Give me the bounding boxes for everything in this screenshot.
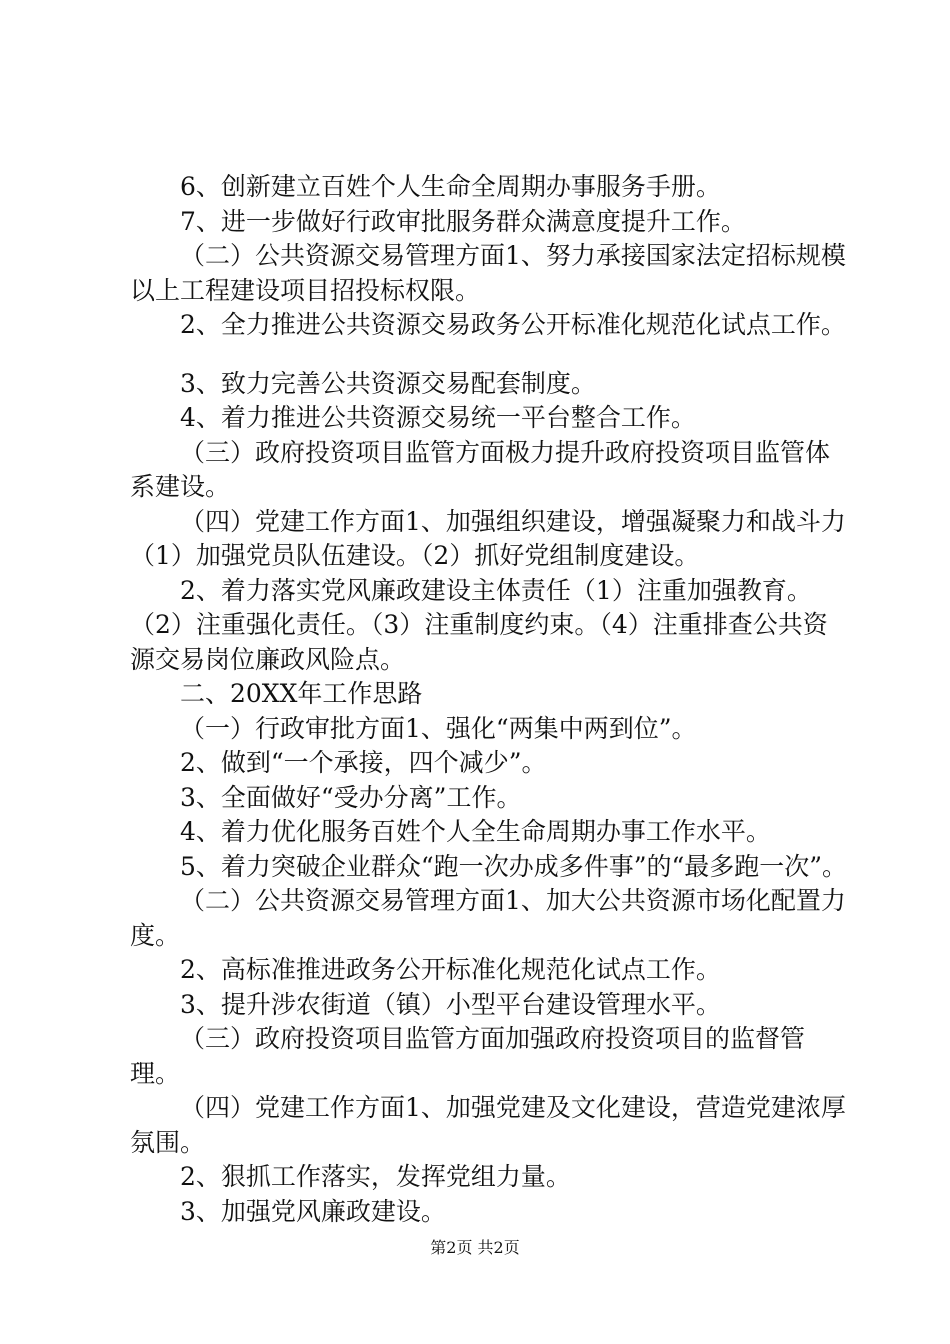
paragraph-18: 3、提升涉农街道（镇）小型平台建设管理水平。 [180, 989, 721, 1019]
paragraph-12: 2、做到“一个承接，四个减少”。 [180, 748, 547, 777]
paragraph-22: 3、加强党风廉政建设。 [180, 1196, 446, 1226]
paragraph-14: 4、着力优化服务百姓个人全生命周期办事工作水平。 [180, 817, 771, 846]
paragraph-13: 3、全面做好“受办分离”工作。 [180, 782, 522, 812]
paragraph-4: 2、全力推进公共资源交易政务公开标准化规范化试点工作。 [180, 310, 846, 339]
paragraph-16: （二）公共资源交易管理方面1、加大公共资源市场化配置力度。 [130, 886, 846, 950]
paragraph-19: （三）政府投资项目监管方面加强政府投资项目的监督管理。 [130, 1024, 806, 1088]
paragraph-15: 5、着力突破企业群众“跑一次办成多件事”的“最多跑一次”。 [180, 851, 848, 881]
paragraph-11: （一）行政审批方面1、强化“两集中两到位”。 [180, 713, 697, 743]
page-footer: 第2页 共2页 [430, 1238, 520, 1257]
paragraph-1: 6、创新建立百姓个人生命全周期办事服务手册。 [180, 172, 721, 201]
section-heading: 二、20XX年工作思路 [180, 679, 423, 708]
paragraph-6: 4、着力推进公共资源交易统一平台整合工作。 [180, 403, 696, 432]
paragraph-7: （三）政府投资项目监管方面极力提升政府投资项目监管体系建设。 [130, 437, 831, 501]
paragraph-17: 2、高标准推进政务公开标准化规范化试点工作。 [180, 955, 721, 984]
paragraph-3: （二）公共资源交易管理方面1、努力承接国家法定招标规模以上工程建设项目招投标权限。 [130, 241, 846, 305]
paragraph-21: 2、狠抓工作落实，发挥党组力量。 [180, 1162, 571, 1191]
paragraph-2: 7、进一步做好行政审批服务群众满意度提升工作。 [180, 206, 746, 236]
paragraph-20: （四）党建工作方面1、加强党建及文化建设，营造党建浓厚氛围。 [130, 1093, 846, 1157]
paragraph-5: 3、致力完善公共资源交易配套制度。 [180, 368, 596, 398]
document-body [130, 170, 850, 1229]
paragraph-9: 2、着力落实党风廉政建设主体责任（1）注重加强教育。（2）注重强化责任。（3）注重制度约束。（4）注重排查公共资源交易岗位廉政风险点。 [130, 575, 828, 674]
paragraph-8: （四）党建工作方面1、加强组织建设，增强凝聚力和战斗力（1）加强党员队伍建设。（2）抓好党组制度建设。 [130, 506, 846, 570]
